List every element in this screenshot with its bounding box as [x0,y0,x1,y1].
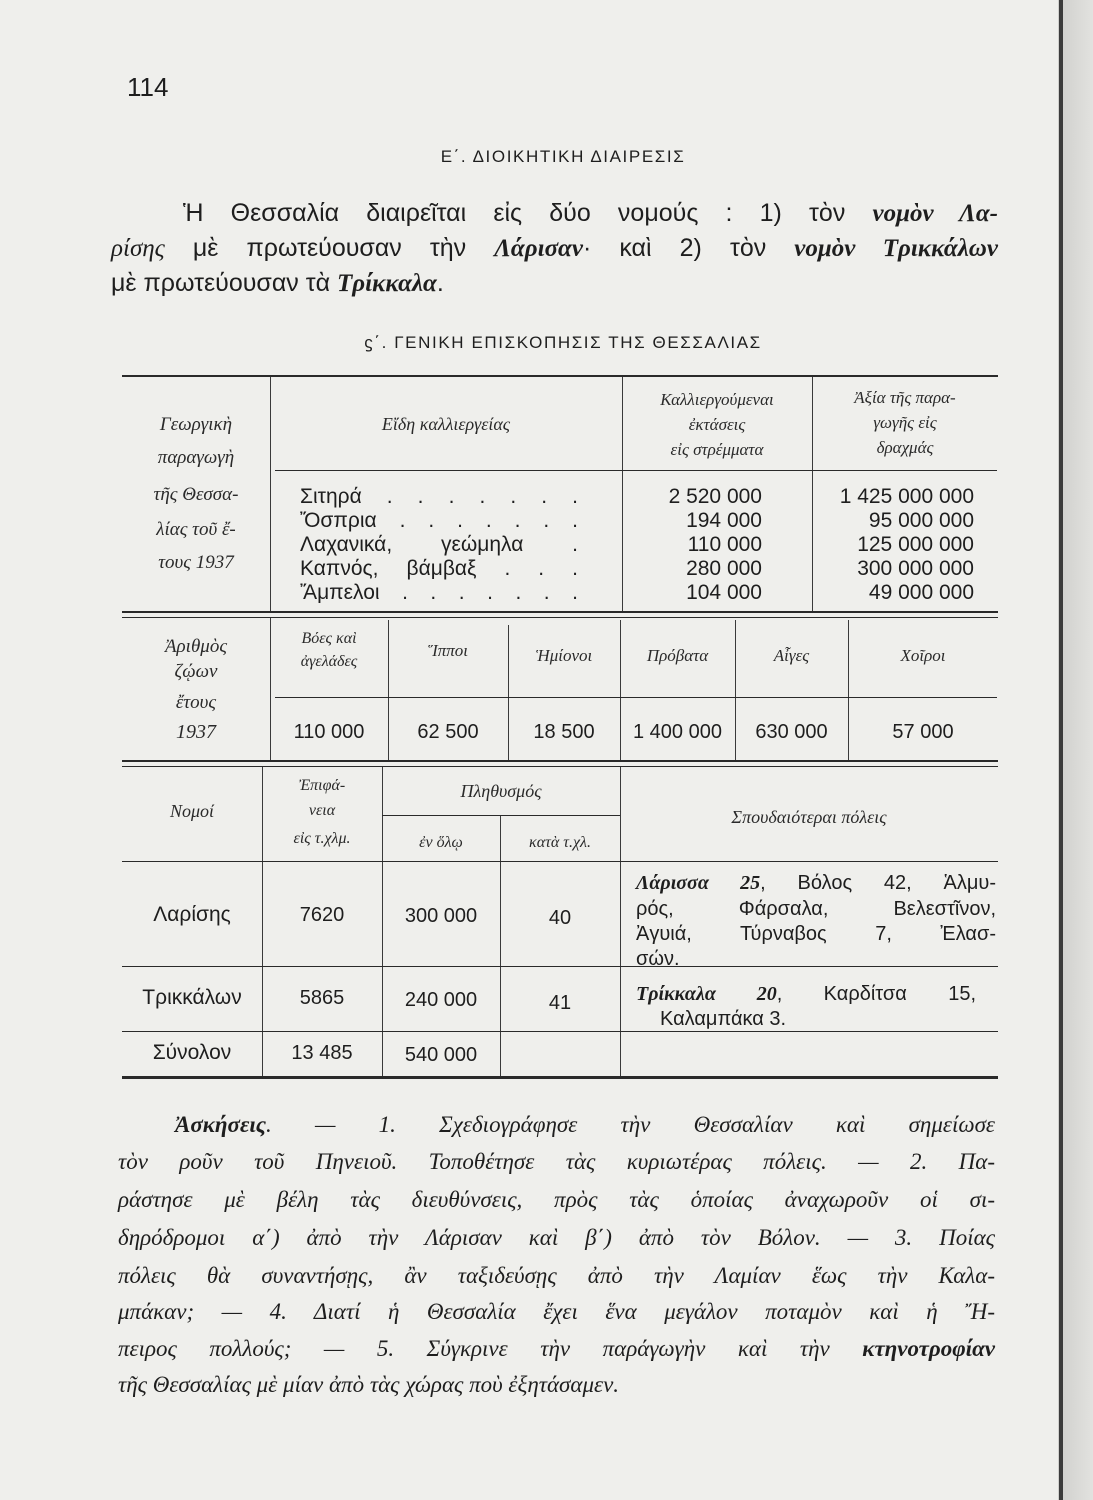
livestock-value: 62 500 [417,721,479,743]
intro-text: μὲ πρωτεύουσαν τὴν [164,234,495,262]
capital-city: Τρίκκαλα 20 [636,983,777,1005]
column-header-value: δραχμάς [876,438,934,457]
cities-text: ρός, Φάρσαλα, Βελεστῖνον, [636,898,996,920]
column-header-area: εἰς στρέμματα [670,440,764,459]
intro-text: μὲ πρωτεύουσαν τὰ [111,269,338,297]
cities-text: , Καρδίτσα 15, [776,983,976,1005]
total-area: 13 485 [291,1042,353,1064]
page-gutter-line [1059,0,1063,1500]
table-rule [122,611,998,613]
exercise-line [118,1221,995,1255]
crop-area: 194 000 [686,509,762,532]
crop-name: Σιτηρά . . . . . . . [300,485,578,508]
exercises-title: Ἀσκήσεις [175,1112,267,1137]
cities-line [660,1007,990,1032]
column-header-area: Ἐπιφά- [298,777,346,794]
column-header-area: ἐκτάσεις [688,415,746,434]
crop-value: 95 000 000 [868,509,974,532]
intro-text: · καὶ 2) τὸν [582,234,795,262]
row-label: Γεωργικὴ [159,414,233,435]
table-rule [122,760,998,762]
column-header-population: Πληθυσμός [460,781,542,801]
cities-text: Καλαμπάκα 3. [660,1008,787,1030]
column-header-pigs: Χοῖροι [900,646,946,665]
cities-line [636,982,976,1007]
prefecture-population: 300 000 [404,905,478,927]
exercise-text: πειρος πολλούς; — 5. Σύγκρινε τὴν παράγωγὴν καὶ τὴν [118,1336,863,1361]
exercise-line [118,1332,995,1366]
prefecture-area: 5865 [299,987,345,1009]
prefecture-population: 240 000 [404,989,478,1011]
column-header-horses: Ἵπποι [427,641,469,660]
row-label: ζῴων [174,661,218,682]
crop-area: 2 520 000 [668,485,762,508]
intro-line-2 [111,231,998,266]
intro-line-3 [111,266,998,301]
crop-name: Καπνός, βάμβαξ . . . [300,557,578,580]
section-heading-overview: ϛ΄. ΓΕΝΙΚΗ ΕΠΙΣΚΟΠΗΣΙΣ ΤΗΣ ΘΕΣΣΑΛΙΑΣ [364,333,762,352]
row-label: ἔτους [175,692,217,713]
column-header-area: νεια [308,802,336,819]
header-rule [275,470,997,471]
crop-value: 300 000 000 [857,557,974,580]
column-header-prefecture: Νομοί [169,801,215,821]
column-header-crop: Εἴδη καλλιεργείας [381,414,511,434]
column-header-value: Ἀξία τῆς παρα- [854,388,956,407]
row-label: 1937 [176,721,216,743]
section-heading-administrative: Ε΄. ΔΙΟΙΚΗΤΙΚΗ ΔΙΑΙΡΕΣΙΣ [440,147,686,166]
row-label: Ἀριθμὸς [164,636,228,657]
column-header-area: Καλλιεργούμεναι [660,390,774,409]
column-header-goats: Αἶγες [773,646,810,665]
cities-text: σών. [636,948,680,970]
exercise-text: μπάκαν; — 4. Διατί ἡ Θεσσαλία ἔχει ἕνα μεγάλον ποταμὸν καὶ ἡ Ἤ- [118,1299,995,1324]
total-population: 540 000 [404,1044,478,1066]
prefecture-density: 40 [548,907,572,929]
crop-name: Λαχανικά, γεώμηλα . [300,533,578,556]
table-rule [122,766,998,767]
column-header-cattle: Βόες καὶ [301,630,357,647]
cities-line [636,947,996,972]
exercise-line [118,1295,995,1329]
page-number: 114 [127,72,169,102]
cities-text: Ἀγυιά, Τύρναβος 7, Ἐλασ- [636,923,996,945]
exercise-line [118,1259,995,1293]
exercise-emphasis: κτηνοτροφίαν [862,1336,995,1361]
intro-emphasis: νομὸν Λα- [872,200,998,227]
crop-name: Ὄσπρια . . . . . . . [300,509,578,532]
crop-value: 1 425 000 000 [839,485,974,508]
exercise-line [118,1183,995,1217]
column-header-cities: Σπουδαιότεραι πόλεις [731,807,887,827]
intro-text: Ἡ Θεσσαλία διαιρεῖται εἰς δύο νομούς : 1) τὸν [183,199,873,227]
column-header-value: γωγῆς εἰς [873,413,937,432]
intro-emphasis: Λάρισαν [494,235,583,262]
header-rule [382,815,620,816]
prefecture-area: 7620 [299,904,345,926]
cities-line [636,922,996,947]
table-rule [122,375,998,377]
prefecture-name: Τρικκάλων [142,986,242,1009]
column-header-population-total: ἐν ὅλῳ [419,834,463,851]
crop-area: 104 000 [686,581,762,604]
cities-line [636,871,996,896]
intro-text: . [436,269,444,297]
header-rule [122,861,998,862]
header-rule [275,697,997,698]
column-header-density: κατὰ τ.χλ. [529,834,591,851]
crop-area: 280 000 [686,557,762,580]
crop-value: 125 000 000 [857,533,974,556]
livestock-value: 57 000 [892,721,954,743]
livestock-value: 18 500 [533,721,595,743]
row-label: παραγωγὴ [157,447,235,468]
cities-line [636,897,996,922]
exercise-text: . — 1. Σχεδιογράφησε τὴν Θεσσαλίαν καὶ σημείωσε [266,1112,995,1137]
exercise-text: ράστησε μὲ βέλη τὰς διευθύνσεις, πρὸς τὰς ὁποίας ἀναχωροῦν οἱ σι- [118,1187,995,1212]
total-label: Σύνολον [152,1041,232,1064]
exercise-line [175,1108,995,1142]
exercise-text: δηρόδρομοι α΄) ἀπὸ τὴν Λάρισαν καὶ β΄) ἀπὸ τὸν Βόλον. — 3. Ποίας [118,1225,995,1250]
table-rule [122,1076,998,1079]
cities-text: , Βόλος 42, Ἁλμυ- [760,872,997,894]
livestock-value: 630 000 [755,721,828,743]
capital-city: Λάρισσα 25 [636,872,761,894]
adjacent-page-edge [1058,0,1093,1500]
column-header-area: εἰς τ.χλμ. [293,830,351,847]
table-rule [122,617,998,618]
exercise-line [118,1368,995,1402]
exercise-text: τῆς Θεσσαλίας μὲ μίαν ἀπὸ τὰς χώρας ποὺ ἐξητάσαμεν. [118,1372,620,1397]
prefecture-density: 41 [548,992,572,1014]
column-divider [500,815,501,1077]
livestock-value: 1 400 000 [633,721,722,743]
row-label: λίας τοῦ ἔ- [156,519,236,540]
row-label: τους 1937 [158,552,234,573]
column-header-sheep: Πρόβατα [646,646,709,665]
column-header-mules: Ἡμίονοι [535,646,593,665]
exercise-line [118,1145,995,1179]
livestock-value: 110 000 [293,721,365,743]
column-header-cattle: ἀγελάδες [300,653,358,670]
row-label: τῆς Θεσσα- [153,484,239,505]
intro-text: ρίσης [111,235,165,262]
intro-emphasis: νομὸν Τρικκάλων [794,235,998,262]
crop-area: 110 000 [687,533,762,556]
intro-line-1 [183,196,998,231]
intro-emphasis: Τρίκκαλα [337,270,437,297]
crop-value: 49 000 000 [868,581,974,604]
exercise-text: τὸν ροῦν τοῦ Πηνειοῦ. Τοποθέτησε τὰς κυριωτέρας πόλεις. — 2. Πα- [118,1149,995,1174]
prefecture-name: Λαρίσης [153,903,231,926]
exercise-text: πόλεις θὰ συναντήσῃς, ἂν ταξιδεύσῃς ἀπὸ τὴν Λαμίαν ἕως τὴν Καλα- [118,1263,995,1288]
crop-name: Ἄμπελοι . . . . . . . [300,581,578,604]
